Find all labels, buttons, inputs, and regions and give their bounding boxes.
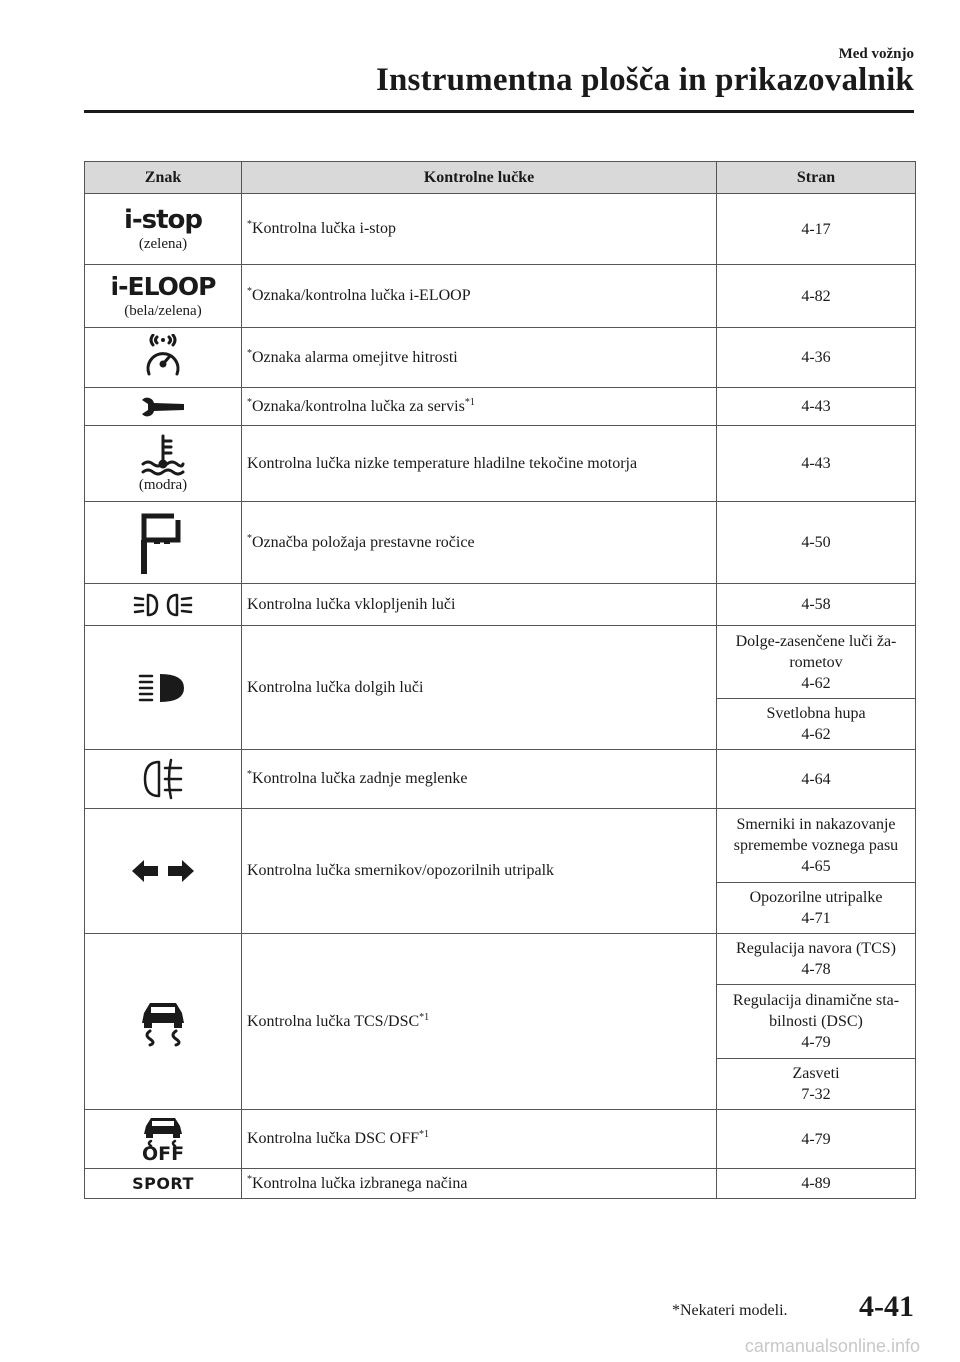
symbol-cell <box>85 328 242 388</box>
description: Oznaka/kontrolna lučka i-ELOOP <box>252 287 471 304</box>
page-ref: Dolge-zasenčene luči ža- rometov 4-62 <box>717 626 916 699</box>
description-cell <box>242 502 717 584</box>
symbol-cell <box>85 750 242 809</box>
symbol-cell <box>85 934 242 1110</box>
symbol-cell <box>85 809 242 934</box>
high-beam-icon <box>138 672 188 704</box>
table-row <box>85 328 916 388</box>
model-mark: * <box>247 286 252 297</box>
table-row <box>85 426 916 502</box>
page-number: 4-41 <box>859 1290 914 1323</box>
section-label: Med vožnjo <box>838 46 914 62</box>
page-ref: Regulacija navora (TCS) 4-78 <box>717 934 916 985</box>
description: Kontrolna lučka dolgih luči <box>247 678 424 696</box>
description-cell <box>242 328 717 388</box>
model-mark: * <box>247 347 252 359</box>
page-ref: 4-79 <box>717 1110 916 1169</box>
symbol-cell <box>85 426 242 502</box>
symbol-cell <box>85 626 242 750</box>
page-title: Instrumentna plošča in prikazovalnik <box>375 62 914 98</box>
table-row <box>85 626 916 699</box>
description-cell <box>242 1110 717 1169</box>
rear-fog-icon <box>141 754 185 804</box>
symbol-cell <box>85 502 242 584</box>
symbol-cell <box>85 1110 242 1169</box>
page-ref: 4-43 <box>717 388 916 426</box>
page-ref: Opozorilne utripalke 4-71 <box>717 883 916 934</box>
speed-alarm-icon <box>141 334 185 382</box>
sport-icon: SPORT <box>132 1173 194 1193</box>
footnote-mark: *1 <box>419 1011 430 1023</box>
description-cell <box>242 426 717 502</box>
turn-signal-icon <box>130 858 196 884</box>
description-cell <box>242 1169 717 1199</box>
header-page: Stran <box>717 162 916 194</box>
table-row <box>85 502 916 584</box>
description-cell <box>242 388 717 426</box>
footnote-mark: *1 <box>419 1129 429 1140</box>
model-mark: * <box>247 219 252 230</box>
tcs-dsc-icon <box>138 997 188 1047</box>
wrench-icon <box>138 396 188 418</box>
page-ref: 4-36 <box>717 328 916 388</box>
description: Kontrolna lučka vklopljenih luči <box>247 595 456 613</box>
page-ref: 4-43 <box>717 426 916 502</box>
description-cell <box>242 194 717 265</box>
description: Kontrolna lučka i-stop <box>252 220 396 237</box>
header-indicator: Kontrolne lučke <box>242 162 717 194</box>
model-mark: * <box>247 1173 252 1185</box>
description-cell <box>242 750 717 809</box>
model-mark: * <box>247 532 252 544</box>
description: Označba položaja prestavne ročice <box>252 533 475 551</box>
coolant-temperature-icon <box>140 434 186 476</box>
symbol-cell <box>85 265 242 328</box>
shift-position-icon <box>138 510 188 576</box>
table-row <box>85 750 916 809</box>
description-cell <box>242 809 717 934</box>
page-ref: 4-89 <box>717 1169 916 1199</box>
position-lights-icon <box>133 592 193 618</box>
symbol-cell <box>85 584 242 626</box>
description: Kontrolna lučka smernikov/opozorilnih utripalk <box>247 862 555 879</box>
description-cell <box>242 934 717 1110</box>
dsc-off-icon: OFF <box>141 1143 185 1165</box>
description-cell <box>242 626 717 750</box>
table-row <box>85 194 916 265</box>
model-mark: * <box>247 769 252 780</box>
title-rule <box>84 110 914 113</box>
page-ref: 4-82 <box>717 265 916 328</box>
table-row <box>85 265 916 328</box>
table-row <box>85 809 916 883</box>
table-row <box>85 584 916 626</box>
table-row <box>85 388 916 426</box>
header-symbol: Znak <box>85 162 242 194</box>
symbol-color: (zelena) <box>138 236 188 252</box>
symbol-cell <box>85 194 242 265</box>
footnote: *Nekateri modeli. <box>672 1302 788 1319</box>
description: Kontrolna lučka nizke temperature hladilne tekočine motorja <box>247 454 638 472</box>
page-ref: Regulacija dinamične sta- bilnosti (DSC) 4-79 <box>717 985 916 1059</box>
footnote-mark: *1 <box>464 396 475 408</box>
description: Kontrolna lučka izbranega načina <box>252 1174 468 1192</box>
page-ref: 4-50 <box>717 502 916 584</box>
symbol-color: (modra) <box>138 476 188 493</box>
description-cell <box>242 584 717 626</box>
description: Oznaka/kontrolna lučka za servis <box>252 397 465 415</box>
description: Kontrolna lučka zadnje meglenke <box>252 770 468 787</box>
description-cell <box>242 265 717 328</box>
page-ref: Svetlobna hupa 4-62 <box>717 699 916 750</box>
symbol-cell <box>85 1169 242 1199</box>
page-ref: Zasveti 7-32 <box>717 1059 916 1110</box>
symbol-cell <box>85 388 242 426</box>
table-row <box>85 1110 916 1169</box>
watermark: carmanualsonline.info <box>744 1336 920 1356</box>
indicator-table <box>84 161 916 1199</box>
page-ref: 4-58 <box>717 584 916 626</box>
page-ref: Smerniki in nakazovanje spremembe voznega pasu 4-65 <box>717 809 916 883</box>
model-mark: * <box>247 396 252 408</box>
page-ref: 4-17 <box>717 194 916 265</box>
page-ref: 4-64 <box>717 750 916 809</box>
description: Kontrolna lučka TCS/DSC <box>247 1012 420 1030</box>
i-eloop-icon: i-ELOOP <box>110 272 216 301</box>
description: Kontrolna lučka DSC OFF <box>247 1130 419 1147</box>
description: Oznaka alarma omejitve hitrosti <box>252 348 458 366</box>
table-row <box>85 934 916 985</box>
symbol-color: (bela/zelena) <box>124 303 202 319</box>
table-row <box>85 1169 916 1199</box>
i-stop-icon: i-stop <box>123 205 203 235</box>
table-header-row <box>85 162 916 194</box>
